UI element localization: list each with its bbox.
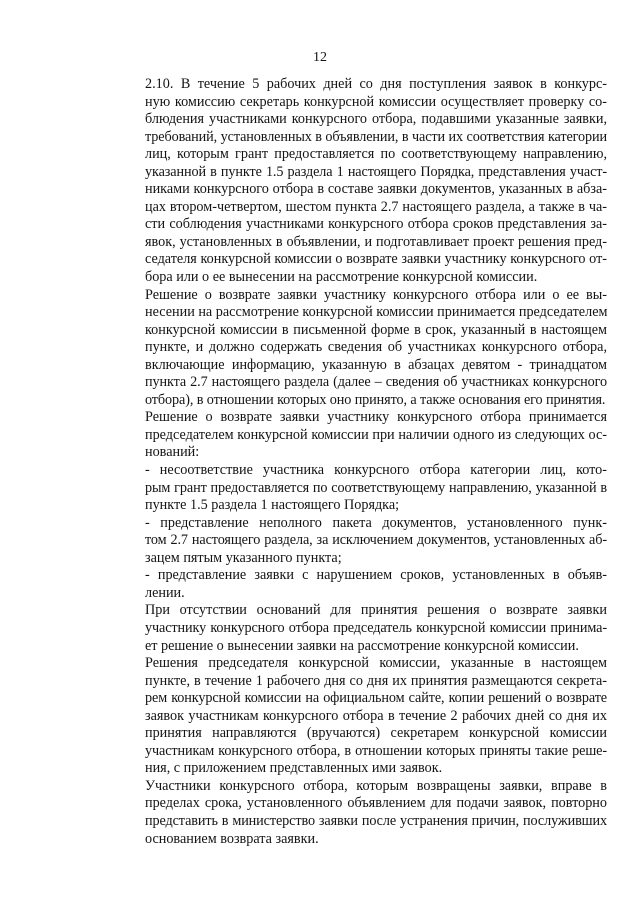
text-line: участникам конкурсного отбора, в отношении которых приняты такие реше- bbox=[145, 742, 607, 759]
text-line: бора или о ее вынесении на рассмотрение конкурсной комиссии. bbox=[145, 269, 538, 286]
text-line: включающие информацию, указанную в абзацах девятом - тринадцатом bbox=[145, 356, 607, 373]
text-line: пункте, и должно содержать сведения об участниках конкурсного отбора, bbox=[145, 339, 607, 356]
text-line: конкурсной комиссии в письменной форме в срок, указанный в настоящем bbox=[145, 321, 607, 338]
text-line: ную комиссию секретарь конкурсной комиссии осуществляет проверку со- bbox=[145, 93, 607, 110]
text-line: требований, установленных в объявлении, в части их соответствия категории bbox=[145, 128, 607, 145]
text-line: Решения председателя конкурсной комиссии, указанные в настоящем bbox=[145, 655, 607, 672]
text-line: пункта 2.7 настоящего раздела (далее – сведения об участниках конкурсного bbox=[145, 374, 607, 391]
text-line: ния, с приложением представленных ими заявок. bbox=[145, 760, 443, 777]
text-line: сти соблюдения участниками конкурсного отбора сроков представления за- bbox=[145, 216, 607, 233]
text-line: - несоответствие участника конкурсного отбора категории лиц, кото- bbox=[145, 462, 607, 479]
text-line: 2.10. В течение 5 рабочих дней со дня поступления заявок в конкурс- bbox=[145, 76, 607, 92]
text-line: зацем пятым указанного пункта; bbox=[145, 549, 342, 566]
paragraph-p-ground-1 bbox=[99, 462, 607, 515]
paragraph-p-2-10 bbox=[99, 76, 607, 287]
paragraph-p-return-grounds bbox=[99, 409, 607, 462]
text-line: основанием возврата заявки. bbox=[145, 830, 319, 847]
paragraph-p-decision-form bbox=[99, 287, 607, 410]
text-line: явок, установленных в объявлении, и подготавливает проект решения пред- bbox=[145, 233, 607, 250]
text-line: блюдения участниками конкурсного отбора, подавшими указанные заявки, bbox=[145, 111, 607, 128]
text-line: седателя конкурсной комиссии о возврате заявки участнику конкурсного от- bbox=[145, 251, 607, 268]
text-line: отбора), в отношении которых оно принято, а также основания его принятия. bbox=[145, 391, 606, 408]
text-line: Решение о возврате заявки участнику конкурсного отбора или о ее вы- bbox=[145, 286, 607, 303]
paragraph-p-no-grounds bbox=[99, 602, 607, 655]
text-line: председателем конкурсной комиссии при наличии одного из следующих ос- bbox=[145, 426, 607, 443]
text-line: нований: bbox=[145, 444, 200, 461]
text-line: заявок участникам конкурсного отбора в течение 2 рабочих дней со дня их bbox=[145, 707, 607, 724]
text-line: никами конкурсного отбора в составе заявки документов, указанных в абза- bbox=[145, 181, 607, 198]
text-line: пределах срока, установленного объявлением для подачи заявок, повторно bbox=[145, 795, 607, 812]
document-body bbox=[99, 76, 607, 848]
text-line: принятия направляются (вручаются) секретарем конкурсной комиссии bbox=[145, 725, 607, 742]
text-line: том 2.7 настоящего раздела, за исключением документов, установленных аб- bbox=[145, 532, 607, 549]
page-number: 12 bbox=[313, 50, 327, 65]
text-line: несении на рассмотрение конкурсной комиссии принимается председателем bbox=[145, 304, 608, 321]
paragraph-p-resubmit bbox=[99, 778, 607, 848]
text-line: участнику конкурсного отбора председатель конкурсной комиссии принима- bbox=[145, 619, 607, 636]
text-line: рем конкурсной комиссии на официальном сайте, копии решений о возврате bbox=[145, 690, 607, 707]
text-line: рым грант предоставляется по соответствующему направлению, указанной в bbox=[145, 479, 607, 496]
text-line: Решение о возврате заявки участнику конкурсного отбора принимается bbox=[145, 409, 607, 426]
paragraph-p-publication bbox=[99, 655, 607, 778]
text-line: цах втором-четвертом, шестом пункта 2.7 настоящего раздела, а также в ча- bbox=[145, 198, 607, 215]
text-line: Участники конкурсного отбора, которым возвращены заявки, вправе в bbox=[145, 777, 607, 794]
text-line: пункте, в течение 1 рабочего дня со дня их принятия размещаются секрета- bbox=[145, 672, 607, 689]
text-line: лиц, которым грант предоставляется по соответствующему направлению, bbox=[145, 146, 607, 163]
text-line: представить в министерство заявки после устранения причин, послуживших bbox=[145, 812, 607, 829]
text-line: - представление заявки с нарушением сроков, установленных в объяв- bbox=[145, 567, 607, 584]
text-line: лении. bbox=[145, 584, 185, 601]
text-line: ет решение о вынесении заявки на рассмотрение конкурсной комиссии. bbox=[145, 637, 579, 654]
text-line: - представление неполного пакета документов, установленного пунк- bbox=[145, 514, 607, 531]
text-line: указанной в пункте 1.5 раздела 1 настоящего Порядка, представления участ- bbox=[145, 163, 607, 180]
paragraph-p-ground-3 bbox=[99, 567, 607, 602]
text-line: При отсутствии оснований для принятия решения о возврате заявки bbox=[145, 602, 607, 619]
paragraph-p-ground-2 bbox=[99, 515, 607, 568]
text-line: пункте 1.5 раздела 1 настоящего Порядка; bbox=[145, 497, 400, 514]
